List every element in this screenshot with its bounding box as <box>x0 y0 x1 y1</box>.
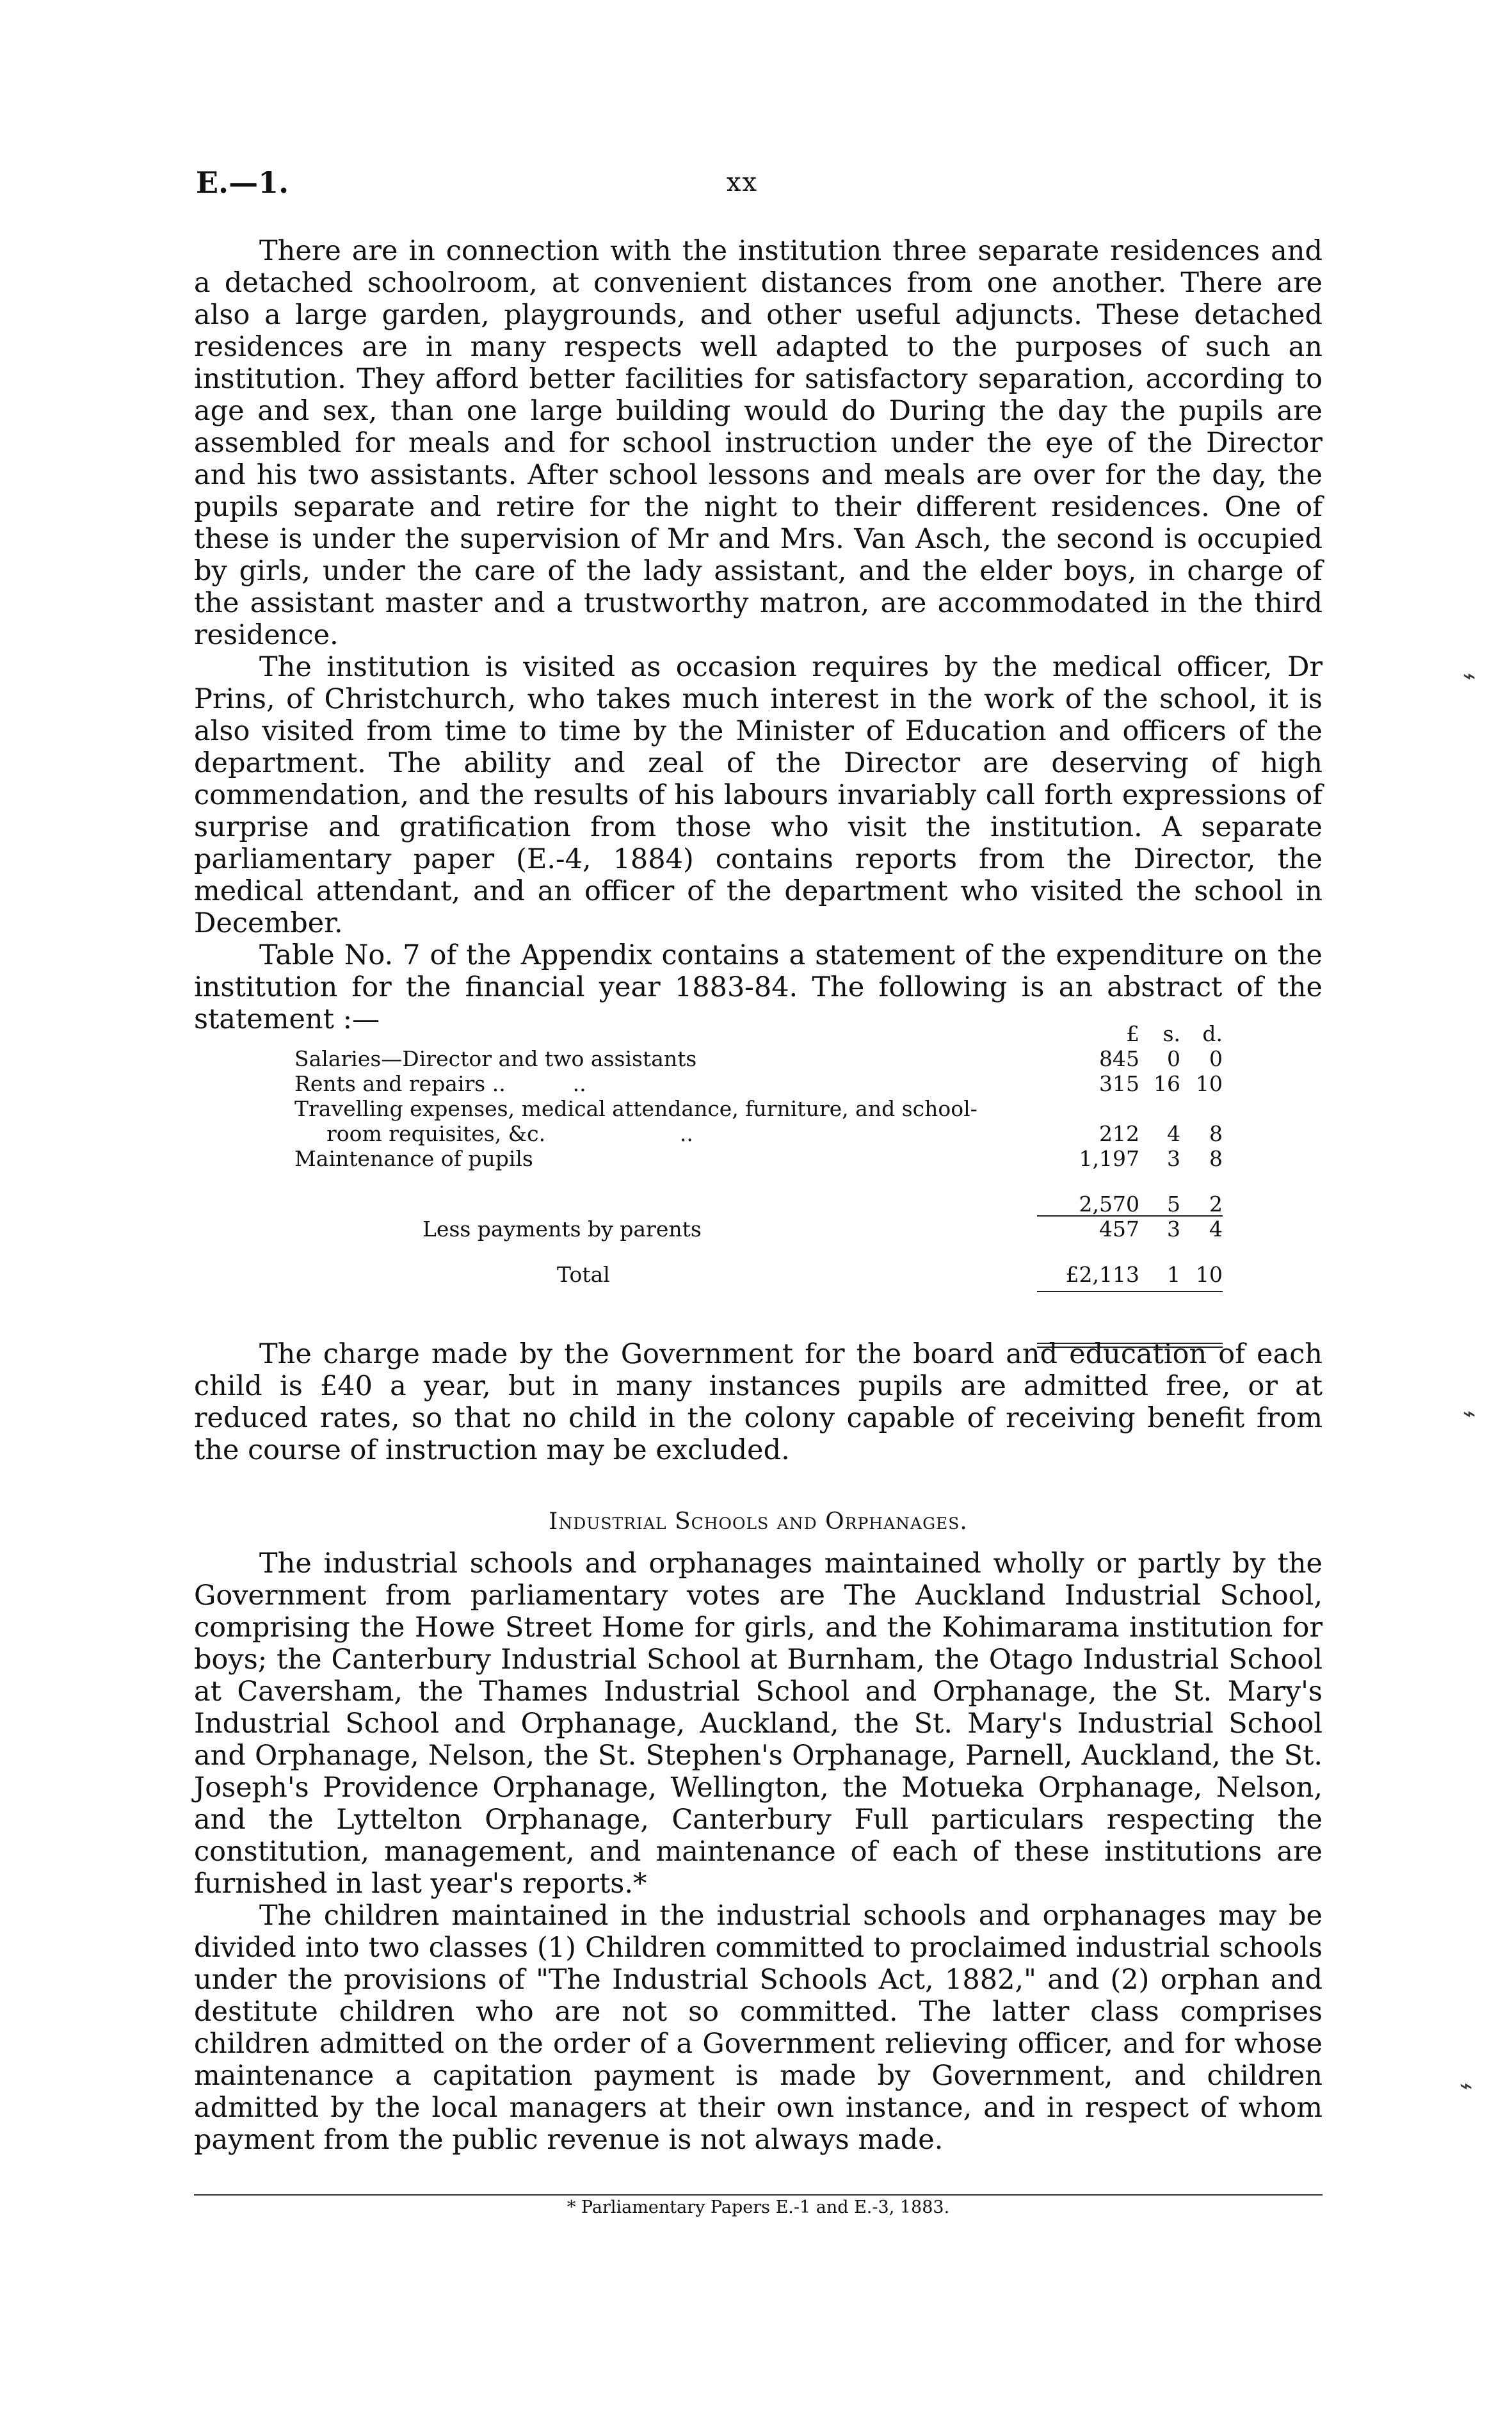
row-pounds: 845 <box>1099 1046 1139 1071</box>
expenditure-statement <box>294 1021 1223 1287</box>
total-label: Total <box>557 1262 610 1287</box>
paragraph: The children maintained in the industrial schools and orphanages may be divided into two classes (1) Children committed to proclaimed industrial schools under the provisions of "The Industrial Schools Act, 1882," and (2) orphan and destitute children who are not so committed. The latter class comprises children admitted on the order of a Government relieving officer, and for whose maintenance a capitation payment is made by Government, and children admitted by the local managers at their own instance, and in respect of whom payment from the public revenue is not always made. <box>194 1900 1323 2156</box>
total-pounds: £2,113 <box>1065 1262 1139 1287</box>
row-pounds: 212 <box>1099 1121 1139 1146</box>
statement-row <box>294 1096 1223 1146</box>
subtotal-pence: 2 <box>1209 1192 1223 1217</box>
row-label: Salaries—Director and two assistants <box>294 1046 697 1071</box>
currency-header-row <box>294 1021 1223 1046</box>
row-label: Maintenance of pupils <box>294 1146 533 1171</box>
statement-row <box>294 1146 1223 1171</box>
footnote-rule <box>194 2194 1323 2196</box>
footnote: * Parliamentary Papers E.-1 and E.-3, 1883. <box>567 2197 950 2217</box>
total-pence: 10 <box>1196 1262 1223 1287</box>
subtotal-pounds: 2,570 <box>1079 1192 1139 1217</box>
shillings-header: s. <box>1162 1021 1180 1046</box>
row-shillings: 3 <box>1167 1146 1180 1171</box>
pounds-header: £ <box>1126 1021 1139 1046</box>
less-pounds: 457 <box>1099 1217 1139 1242</box>
row-pence: 0 <box>1209 1046 1223 1071</box>
paragraph: The charge made by the Government for the board and education of each child is £40 a year, but in many instances pupils are admitted free, or at reduced rates, so that no child in the colony capable of receiving benefit from the course of instruction may be excluded. <box>194 1338 1323 1466</box>
row-label: Rents and repairs .. .. <box>294 1071 586 1096</box>
row-pence: 10 <box>1196 1071 1223 1096</box>
margin-mark-icon: ⌁ <box>1463 1401 1476 1427</box>
paragraph: The institution is visited as occasion requires by the medical officer, Dr Prins, of Christchurch, who takes much interest in the work of the school, it is also visited from time to time by the Minister of Education and officers of the department. The ability and zeal of the Director are deserving of high commendation, and the results of his labours invariably call forth expressions of surprise and gratification from those who visit the institution. A separate parliamentary paper (E.-4, 1884) contains reports from the Director, the medical attendant, and an officer of the department who visited the school in December. <box>194 651 1323 939</box>
subtotal-row <box>294 1192 1223 1217</box>
section-heading: Industrial Schools and Orphanages. <box>549 1509 968 1535</box>
less-pence: 4 <box>1209 1217 1223 1242</box>
statement-row <box>294 1046 1223 1071</box>
page-number: xx <box>727 168 759 197</box>
less-payments-row <box>294 1217 1223 1242</box>
paragraph: There are in connection with the institution three separate residences and a detached schoolroom, at convenient distances from one another. There are also a large garden, playgrounds, and other useful adjuncts. These detached residences are in many respects well adapted to the purposes of such an institution. They afford better facilities for satisfactory separation, according to age and sex, than one large building would do During the day the pupils are assembled for meals and for school instruction under the eye of the Director and his two assistants. After school lessons and meals are over for the day, the pupils separate and retire for the night to their different residences. One of these is under the supervision of Mr and Mrs. Van Asch, the second is occupied by girls, under the care of the lady assistant, and the elder boys, in charge of the assistant master and a trustworthy matron, are accommodated in the third residence. <box>194 235 1323 651</box>
subtotal-shillings: 5 <box>1167 1192 1180 1217</box>
series-code: E.—1. <box>196 165 289 200</box>
total-rule <box>1037 1291 1223 1292</box>
margin-mark-icon: ⌁ <box>1463 663 1476 689</box>
less-shillings: 3 <box>1167 1217 1180 1242</box>
paragraph: The industrial schools and orphanages maintained wholly or partly by the Government from parliamentary votes are The Auckland Industrial School, comprising the Howe Street Home for girls, and the Kohimarama institution for boys; the Canterbury Industrial School at Burnham, the Otago Industrial School at Caversham, the Thames Industrial School and Orphanage, the St. Mary's Industrial School and Orphanage, Auckland, the St. Mary's Industrial School and Orphanage, Nelson, the St. Stephen's Orphanage, Parnell, Auckland, the St. Joseph's Providence Orphanage, Wellington, the Motueka Orphanage, Nelson, and the Lyttelton Orphanage, Canterbury Full particulars respecting the constitution, management, and maintenance of each of these institutions are furnished in last year's reports.* <box>194 1548 1323 1900</box>
row-pence: 8 <box>1209 1146 1223 1171</box>
margin-mark-icon: ⌁ <box>1460 2073 1473 2099</box>
section-charges <box>194 1338 1323 1466</box>
pence-header: d. <box>1202 1021 1223 1046</box>
section-industrial-schools <box>194 1548 1323 2156</box>
row-shillings: 16 <box>1154 1071 1180 1096</box>
total-shillings: 1 <box>1167 1262 1180 1287</box>
less-payments-label: Less payments by parents <box>422 1217 702 1242</box>
row-pounds: 315 <box>1099 1071 1139 1096</box>
row-label: Travelling expenses, medical attendance, furniture, and school- <box>294 1096 977 1121</box>
row-label-continued: room requisites, &c. .. <box>326 1121 693 1146</box>
statement-row <box>294 1071 1223 1096</box>
row-shillings: 4 <box>1167 1121 1180 1146</box>
row-pence: 8 <box>1209 1121 1223 1146</box>
row-shillings: 0 <box>1167 1046 1180 1071</box>
paragraph: Table No. 7 of the Appendix contains a statement of the expenditure on the institution for the financial year 1883-84. The following is an abstract of the statement :— <box>194 939 1323 1035</box>
section-institution-residences <box>194 235 1323 1035</box>
total-row <box>294 1262 1223 1287</box>
row-pounds: 1,197 <box>1079 1146 1139 1171</box>
